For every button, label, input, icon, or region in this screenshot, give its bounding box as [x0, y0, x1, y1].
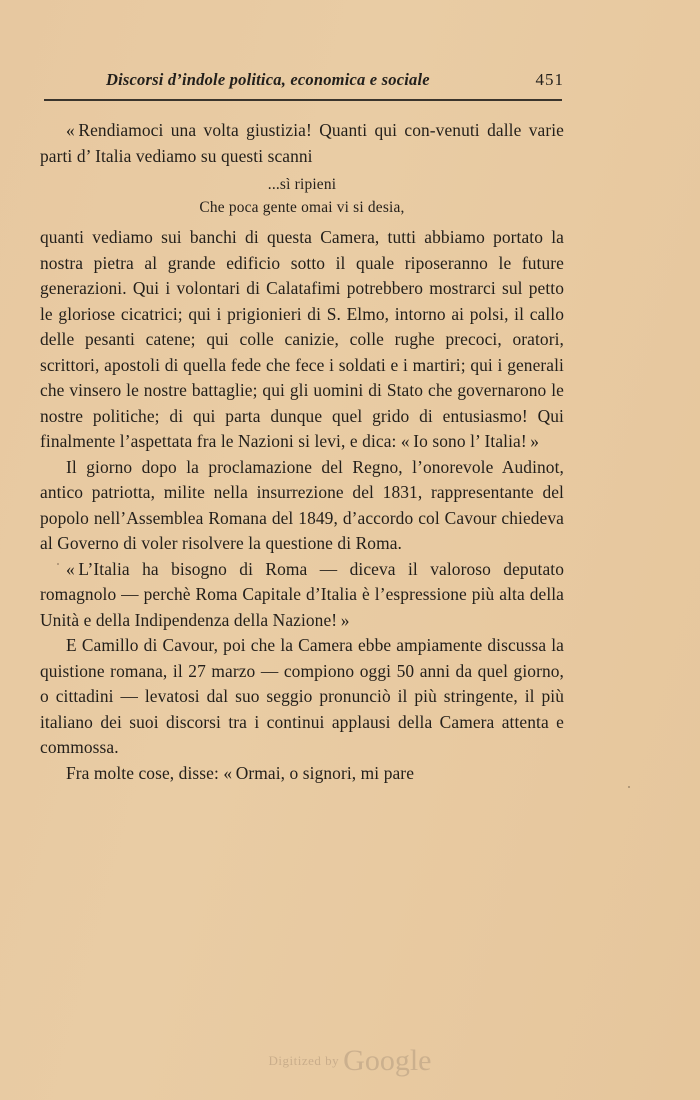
- page-number: 451: [535, 70, 564, 89]
- paper-speck: [57, 563, 59, 565]
- verse-line-2: Che poca gente omai vi si desia,: [199, 199, 405, 217]
- running-title: Discorsi d’indole politica, economica e sociale: [106, 70, 430, 89]
- verse-quote: [40, 173, 564, 219]
- google-wordmark: Google: [343, 1044, 432, 1077]
- paper-speck: [628, 786, 630, 788]
- header-rule: [44, 99, 562, 101]
- paragraph-5: E Camillo di Cavour, poi che la Camera ebbe ampiamente discussa la quistione romana, il 27 marzo — compiono oggi 50 anni da quel giorno, o cittadini — levatosi dal suo seggio pronunciò il più stringente, il più italiano dei suoi discorsi tra i continui applausi della Camera attenta e commossa.: [40, 635, 564, 758]
- body-text: [40, 118, 564, 786]
- paragraph-1: « Rendiamoci una volta giustizia! Quanti qui con-venuti dalle varie parti d’ Italia vediamo su questi scanni: [40, 120, 564, 166]
- paragraph-2: quanti vediamo sui banchi di questa Camera, tutti abbiamo portato la nostra pietra al grande edificio sotto il quale riposeranno le future generazioni. Qui i volontari di Calatafimi potrebbero mostrarci sul petto le gloriose cicatrici; qui i prigionieri di S. Elmo, intorno ai polsi, il callo delle pesanti catene; qui colle canizie, colle rughe precoci, oratori, scrittori, apostoli di quella fede che fece i soldati e i martiri; qui i generali che vinsero le nostre battaglie; qui gli uomini di Stato che governarono le nostre politiche; di qui parta dunque quel grido di entusiasmo! Qui finalmente l’aspettata fra le Nazioni si levi, e dica: « Io sono l’ Italia! »: [40, 227, 564, 452]
- paragraph-3: Il giorno dopo la proclamazione del Regno, l’onorevole Audinot, antico patriotta, milite nella insurrezione del 1831, rappresentante del popolo nell’Assemblea Romana del 1849, d’accordo col Cavour chiedeva al Governo di voler risolvere la questione di Roma.: [40, 456, 564, 554]
- page-header: [44, 70, 564, 90]
- verse-line-1: ...sì ripieni: [267, 176, 337, 193]
- digitized-by-label: Digitized by: [268, 1053, 340, 1068]
- paragraph-4: « L’Italia ha bisogno di Roma — diceva il valoroso deputato romagnolo — perchè Roma Capitale d’Italia è l’espressione più alta della Unità e della Indipendenza della Nazione! »: [40, 558, 564, 630]
- digitization-watermark: [0, 1044, 700, 1078]
- paragraph-6: Fra molte cose, disse: « Ormai, o signori, mi pare: [66, 762, 415, 783]
